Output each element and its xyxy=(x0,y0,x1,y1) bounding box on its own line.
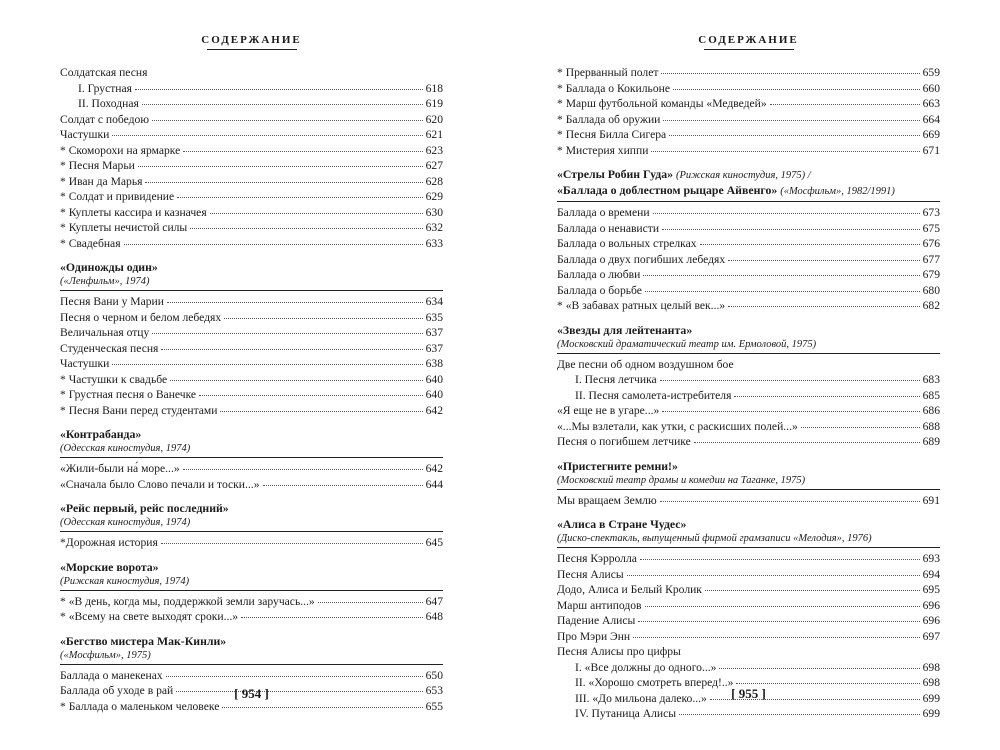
entry-page-number: 694 xyxy=(922,567,940,581)
entry-page-number: 645 xyxy=(425,536,443,549)
entry-page-number: 650 xyxy=(425,668,443,682)
entry-page-number: 637 xyxy=(425,341,443,355)
entry-page-number: 696 xyxy=(922,614,940,627)
section-title xyxy=(557,459,940,474)
dot-leader xyxy=(145,172,422,183)
section-title-text: «Бегство мистера Мак-Кинли» xyxy=(60,633,227,648)
toc-entry xyxy=(557,298,940,314)
section-rule xyxy=(60,590,443,591)
entry-page-number: 653 xyxy=(425,684,443,697)
section-note: (Диско-спектакль, выпущенный фирмой грамзаписи «Мелодия», 1976) xyxy=(557,533,872,544)
dot-leader xyxy=(734,386,919,397)
dot-leader xyxy=(662,401,919,412)
entry-title: Марш антиподов xyxy=(557,598,642,612)
section-title-text: «Баллада о доблестном рыцаре Айвенго» xyxy=(557,183,778,197)
entry-title: Песня о погибшем летчике xyxy=(557,435,691,448)
dot-leader xyxy=(318,592,423,603)
entry-title: *Дорожная история xyxy=(60,536,158,549)
dot-leader xyxy=(142,94,423,105)
dot-leader xyxy=(152,323,422,334)
dot-leader xyxy=(166,666,423,677)
entry-page-number: 632 xyxy=(425,221,443,234)
section-title-text: «Одиножды один» xyxy=(60,260,158,274)
entry-title: Студенческая песня xyxy=(60,341,159,355)
entry-page-number: 655 xyxy=(425,699,443,713)
entry-page-number: 642 xyxy=(425,403,443,417)
entry-title: * Грустная песня о Ванечке xyxy=(60,388,197,401)
section-rule xyxy=(60,457,443,458)
entry-page-number: 627 xyxy=(425,159,443,172)
entry-page-number: 676 xyxy=(922,237,940,250)
entry-title: * «В день, когда мы, поддержкой земли заручась...» xyxy=(60,594,315,608)
entry-title: Баллада о вольных стрелках xyxy=(557,237,697,250)
toc-entry xyxy=(557,706,940,722)
section-title xyxy=(60,427,443,442)
entry-title: Песня Алисы про цифры xyxy=(557,645,681,658)
entry-title: Частушки xyxy=(60,128,110,141)
entry-title: * Иван да Марья xyxy=(60,174,143,188)
entry-page-number: 669 xyxy=(922,128,940,141)
entry-title: * «Всему на свете выходят сроки...» xyxy=(60,610,239,623)
section-title-text: «Рейс первый, рейс последний» xyxy=(60,501,229,515)
dot-leader xyxy=(679,704,920,715)
section-title xyxy=(60,260,443,275)
dot-leader xyxy=(728,296,919,307)
entry-title: Песня о черном и белом лебедях xyxy=(60,310,222,324)
entry-title: «...Мы взлетали, как утки, с раскисших полей...» xyxy=(557,419,798,433)
entry-page-number: 699 xyxy=(922,707,940,720)
entry-title: Баллада о двух погибших лебедях xyxy=(557,252,726,266)
section-rule xyxy=(557,353,940,354)
entry-page-number: 696 xyxy=(922,598,940,612)
toc-section xyxy=(557,65,940,158)
entry-title: * Баллада о маленьком человеке xyxy=(60,699,220,713)
section-title xyxy=(60,634,443,649)
toc-entry xyxy=(60,403,443,419)
entry-page-number: 660 xyxy=(922,81,940,95)
section-title-note: («Мосфильм», 1982/1991) xyxy=(780,186,895,197)
section-title-text: «Пристегните ремни!» xyxy=(557,458,678,473)
toc-entry xyxy=(557,629,940,645)
section-title-text: «Контрабанда» xyxy=(60,427,142,441)
entry-page-number: 680 xyxy=(922,283,940,297)
section-note: (Одесская киностудия, 1974) xyxy=(60,443,191,454)
section-title-text: «Звезды для лейтенанта» xyxy=(557,322,693,337)
entry-title: I. Грустная xyxy=(78,81,132,95)
dot-leader xyxy=(633,627,919,638)
section-title xyxy=(557,323,940,338)
entry-page-number: 686 xyxy=(922,404,940,417)
dot-leader xyxy=(135,79,423,90)
entry-page-number: 659 xyxy=(922,66,940,79)
entry-title: «Жили-были на́ море...» xyxy=(60,462,180,475)
dot-leader xyxy=(705,580,920,591)
entry-page-number: 619 xyxy=(425,97,443,110)
dot-leader xyxy=(719,658,919,669)
dot-leader xyxy=(152,110,423,121)
dot-leader xyxy=(673,79,920,90)
entry-title: * Прерванный полет xyxy=(557,66,659,79)
entry-page-number: 679 xyxy=(922,268,940,281)
entry-page-number: 630 xyxy=(425,205,443,219)
entry-page-number: 623 xyxy=(425,143,443,157)
section-note: (Московский театр драмы и комедии на Таганке, 1975) xyxy=(557,474,806,486)
entry-title: Солдатская песня xyxy=(60,66,148,79)
entry-title: * Скоморохи на ярмарке xyxy=(60,143,181,157)
entry-title: * Куплеты кассира и казначея xyxy=(60,205,207,219)
right-page xyxy=(557,0,940,750)
entry-page-number: 644 xyxy=(425,477,443,491)
section-title xyxy=(60,501,443,516)
section-note: (Одесская киностудия, 1974) xyxy=(60,517,191,528)
entry-page-number: 693 xyxy=(922,552,940,565)
section-title xyxy=(557,517,940,532)
entry-title: Баллада об уходе в рай xyxy=(60,684,174,697)
dot-leader xyxy=(220,401,422,412)
dot-leader xyxy=(199,385,423,396)
entry-page-number: 697 xyxy=(922,629,940,643)
entry-title: I. Песня летчика xyxy=(575,373,657,386)
toc-section xyxy=(557,459,940,509)
page-number: [ 955 ] xyxy=(731,686,766,701)
dot-leader xyxy=(112,125,422,136)
toc-entry xyxy=(60,236,443,252)
entry-title: Баллада о любви xyxy=(557,268,641,281)
entry-page-number: 640 xyxy=(425,388,443,401)
dot-leader xyxy=(263,475,423,486)
entry-page-number: 698 xyxy=(922,676,940,689)
entry-page-number: 675 xyxy=(922,221,940,235)
dot-leader xyxy=(190,218,422,229)
entry-title: * Свадебная xyxy=(60,236,121,250)
entry-title: * Частушки к свадьбе xyxy=(60,372,168,386)
entry-title: * Солдат и привидение xyxy=(60,190,175,203)
toc-section xyxy=(60,260,443,418)
entry-title: II. Песня самолета-истребителя xyxy=(575,388,732,402)
entry-title: * Песня Вани перед студентами xyxy=(60,403,218,417)
running-head: СОДЕРЖАНИЕ xyxy=(201,34,302,46)
head-rule xyxy=(207,49,297,50)
toc-section xyxy=(60,560,443,625)
dot-leader xyxy=(736,673,919,684)
dot-leader xyxy=(651,141,919,152)
entry-page-number: 688 xyxy=(922,419,940,433)
toc-section xyxy=(557,167,940,314)
head-rule xyxy=(704,49,794,50)
dot-leader xyxy=(661,63,919,74)
entry-page-number: 673 xyxy=(922,206,940,219)
entry-page-number: 683 xyxy=(922,373,940,386)
running-head: СОДЕРЖАНИЕ xyxy=(698,34,799,46)
entry-title: Мы вращаем Землю xyxy=(557,493,657,507)
entry-title: Про Мэри Энн xyxy=(557,629,631,643)
entry-title: * Песня Билла Сигера xyxy=(557,128,667,141)
dot-leader xyxy=(660,370,920,381)
toc-entry xyxy=(557,493,940,509)
dot-leader xyxy=(638,611,919,622)
entry-page-number: 628 xyxy=(425,174,443,188)
entry-page-number: 647 xyxy=(425,594,443,608)
entry-page-number: 642 xyxy=(425,462,443,475)
entry-title: Баллада о ненависти xyxy=(557,221,660,235)
section-title-text: «Морские ворота» xyxy=(60,559,159,574)
entry-title: «Сначала было Слово печали и тоски...» xyxy=(60,477,260,491)
entry-page-number: 685 xyxy=(922,388,940,402)
dot-leader xyxy=(112,354,422,365)
dot-leader xyxy=(645,596,920,607)
toc-left xyxy=(60,65,443,714)
section-title xyxy=(557,167,940,183)
dot-leader xyxy=(770,94,920,105)
entry-title: II. «Хорошо смотреть вперед!..» xyxy=(575,676,734,689)
section-title xyxy=(60,560,443,575)
dot-leader xyxy=(210,203,423,214)
entry-page-number: 671 xyxy=(922,143,940,157)
dot-leader xyxy=(183,459,423,470)
section-rule xyxy=(60,290,443,291)
dot-leader xyxy=(653,203,920,214)
left-page xyxy=(60,0,443,750)
entry-page-number: 635 xyxy=(425,310,443,324)
section-rule xyxy=(557,201,940,202)
entry-title: Падение Алисы xyxy=(557,614,636,627)
dot-leader xyxy=(177,187,422,198)
entry-title: Песня Кэрролла xyxy=(557,552,637,565)
toc-right xyxy=(557,65,940,722)
entry-title: Солдат с победою xyxy=(60,112,150,126)
dot-leader xyxy=(161,339,422,350)
toc-section xyxy=(60,65,443,251)
entry-title: II. Походная xyxy=(78,97,139,110)
page-number: [ 954 ] xyxy=(234,686,269,701)
dot-leader xyxy=(694,432,920,443)
entry-title: * Мистерия хиппи xyxy=(557,143,649,157)
dot-leader xyxy=(241,607,423,618)
section-title-text: «Алиса в Стране Чудес» xyxy=(557,517,687,531)
entry-title: Величальная отцу xyxy=(60,326,150,339)
entry-page-number: 629 xyxy=(425,190,443,203)
entry-title: * «В забавах ратных целый век...» xyxy=(557,299,726,312)
toc-entry xyxy=(557,143,940,159)
toc-entry xyxy=(60,477,443,493)
entry-title: * Баллада об оружии xyxy=(557,112,661,126)
entry-page-number: 633 xyxy=(425,236,443,250)
entry-page-number: 691 xyxy=(922,493,940,507)
section-title-note: (Рижская киностудия, 1975) / xyxy=(675,170,811,181)
entry-page-number: 634 xyxy=(425,295,443,308)
section-note: (Московский драматический театр им. Ермоловой, 1975) xyxy=(557,338,817,350)
dot-leader xyxy=(663,110,919,121)
toc-section xyxy=(60,427,443,492)
entry-title: * Песня Марьи xyxy=(60,159,135,172)
dot-leader xyxy=(627,565,920,576)
entry-title: * Куплеты нечистой силы xyxy=(60,221,188,234)
entry-title: * Баллада о Кокильоне xyxy=(557,81,670,95)
section-rule xyxy=(60,664,443,665)
section-note: («Мосфильм», 1975) xyxy=(60,649,151,661)
dot-leader xyxy=(170,370,422,381)
entry-title: III. «До мильона далеко...» xyxy=(575,691,707,705)
dot-leader xyxy=(660,491,920,502)
dot-leader xyxy=(669,125,919,136)
entry-title: Две песни об одном воздушном бое xyxy=(557,357,734,371)
section-rule xyxy=(60,531,443,532)
entry-page-number: 663 xyxy=(922,97,940,110)
entry-title: Додо, Алиса и Белый Кролик xyxy=(557,583,702,596)
dot-leader xyxy=(640,549,920,560)
entry-title: Частушки xyxy=(60,357,110,370)
entry-page-number: 648 xyxy=(425,610,443,623)
entry-page-number: 621 xyxy=(425,128,443,141)
section-title xyxy=(557,183,940,199)
entry-title: I. «Все должны до одного...» xyxy=(575,660,717,674)
entry-page-number: 618 xyxy=(425,81,443,95)
dot-leader xyxy=(662,219,920,230)
toc-entry xyxy=(60,535,443,551)
dot-leader xyxy=(183,141,422,152)
dot-leader xyxy=(124,234,423,245)
entry-title: Баллада о манекенах xyxy=(60,668,163,682)
entry-page-number: 620 xyxy=(425,112,443,126)
toc-entry xyxy=(60,609,443,625)
dot-leader xyxy=(167,292,423,303)
dot-leader xyxy=(224,308,422,319)
entry-title: Баллада о времени xyxy=(557,206,650,219)
section-note: (Рижская киностудия, 1974) xyxy=(60,575,190,587)
section-rule xyxy=(557,489,940,490)
entry-page-number: 695 xyxy=(922,583,940,596)
section-rule xyxy=(557,547,940,548)
entry-page-number: 637 xyxy=(425,326,443,339)
entry-title: «Я еще не в угаре...» xyxy=(557,404,660,417)
dot-leader xyxy=(643,265,919,276)
entry-page-number: 664 xyxy=(922,112,940,126)
dot-leader xyxy=(801,417,920,428)
dot-leader xyxy=(645,281,920,292)
entry-title: Песня Вани у Марии xyxy=(60,295,164,308)
entry-page-number: 699 xyxy=(922,691,940,705)
entry-title: Песня Алисы xyxy=(557,567,624,581)
entry-page-number: 698 xyxy=(922,660,940,674)
dot-leader xyxy=(700,234,920,245)
entry-page-number: 677 xyxy=(922,252,940,266)
dot-leader xyxy=(161,533,423,544)
entry-title: IV. Путаница Алисы xyxy=(575,707,677,720)
entry-title: Баллада о борьбе xyxy=(557,283,642,297)
section-title-text: «Стрелы Робин Гуда» xyxy=(557,167,674,181)
toc-section xyxy=(60,501,443,551)
toc-entry xyxy=(557,434,940,450)
entry-title: * Марш футбольной команды «Медведей» xyxy=(557,97,767,110)
entry-page-number: 638 xyxy=(425,357,443,370)
dot-leader xyxy=(138,156,423,167)
dot-leader xyxy=(728,250,919,261)
entry-page-number: 689 xyxy=(922,435,940,448)
entry-page-number: 682 xyxy=(922,299,940,312)
toc-section xyxy=(557,323,940,450)
section-note: («Ленфильм», 1974) xyxy=(60,276,150,287)
entry-page-number: 640 xyxy=(425,372,443,386)
